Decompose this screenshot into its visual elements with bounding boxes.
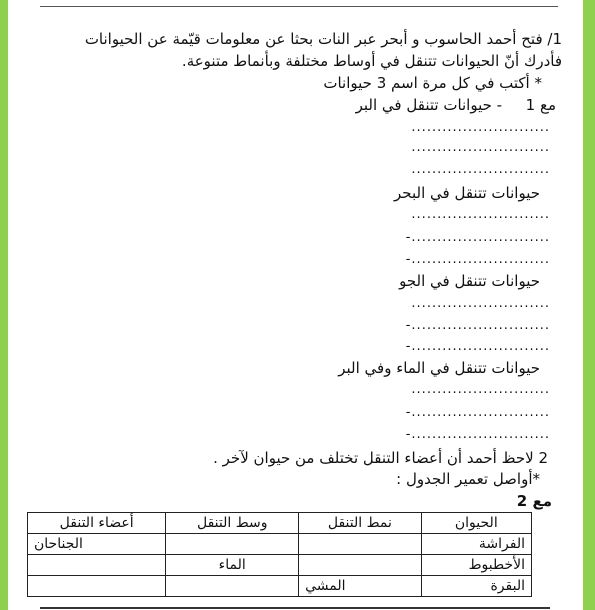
table-cell[interactable] bbox=[299, 555, 421, 576]
table-cell: الجناحان bbox=[28, 534, 166, 555]
answer-line[interactable]: ...........................- bbox=[405, 252, 550, 267]
q1-group-1-title: - حيوانات تتنقل في البر bbox=[355, 96, 503, 114]
q1-criterion: مع 1 bbox=[525, 96, 556, 114]
q1-group-3-title: حيوانات تتنقل في الجو bbox=[399, 272, 540, 290]
answer-line[interactable]: ........................... bbox=[411, 207, 550, 222]
q1-line-1: 1/ فتح أحمد الحاسوب و أبحر عبر النات بحثا عن معلومات قيّمة عن الحيوانات bbox=[84, 30, 562, 48]
table-cell: البقرة bbox=[421, 576, 531, 597]
answer-line[interactable]: ...........................- bbox=[405, 318, 550, 333]
q2-instruction: *أواصل تعمير الجدول : bbox=[396, 470, 540, 488]
table-cell[interactable] bbox=[166, 534, 299, 555]
q2-criterion: مع 2 bbox=[516, 492, 552, 510]
footer-rule bbox=[40, 607, 550, 609]
answer-line[interactable]: ...........................- bbox=[405, 230, 550, 245]
answer-line[interactable]: ........................... bbox=[411, 140, 550, 155]
page-border-left bbox=[0, 0, 8, 610]
q1-criterion-row bbox=[356, 96, 556, 114]
table-header-row bbox=[28, 513, 532, 534]
answer-line[interactable]: ...........................- bbox=[405, 405, 550, 420]
mobility-table bbox=[27, 512, 532, 597]
column-header: الحيوان bbox=[421, 513, 531, 534]
q1-group-4-title: حيوانات تتنقل في الماء وفي البر bbox=[338, 359, 540, 377]
table-cell: الفراشة bbox=[421, 534, 531, 555]
table-row bbox=[28, 576, 532, 597]
answer-line[interactable]: ........................... bbox=[411, 162, 550, 177]
table-cell: الأخطبوط bbox=[421, 555, 531, 576]
table-cell[interactable] bbox=[28, 555, 166, 576]
q2-line-1: 2 لاحظ أحمد أن أعضاء التنقل تختلف من حيوان لآخر . bbox=[213, 449, 548, 467]
page-border-right bbox=[583, 0, 595, 610]
column-header: وسط التنقل bbox=[166, 513, 299, 534]
table-cell[interactable] bbox=[166, 576, 299, 597]
answer-line[interactable]: ........................... bbox=[411, 296, 550, 311]
answer-line[interactable]: ........................... bbox=[411, 382, 550, 397]
table-row bbox=[28, 534, 532, 555]
column-header: أعضاء التنقل bbox=[28, 513, 166, 534]
table-cell[interactable] bbox=[28, 576, 166, 597]
q1-line-2: فأدرك أنّ الحيوانات تتنقل في أوساط مختلفة وبأنماط متنوعة. bbox=[181, 52, 562, 70]
answer-line[interactable]: ........................... bbox=[411, 120, 550, 135]
table-cell[interactable] bbox=[299, 534, 421, 555]
q1-group-2-title: حيوانات تتنقل في البحر bbox=[394, 184, 540, 202]
table-row bbox=[28, 555, 532, 576]
column-header: نمط التنقل bbox=[299, 513, 421, 534]
answer-line[interactable]: ...........................- bbox=[405, 339, 550, 354]
table-cell: الماء bbox=[166, 555, 299, 576]
q1-instruction: * أكتب في كل مرة اسم 3 حيوانات bbox=[323, 74, 542, 92]
answer-line[interactable]: ...........................- bbox=[405, 427, 550, 442]
table-cell: المشي bbox=[299, 576, 421, 597]
